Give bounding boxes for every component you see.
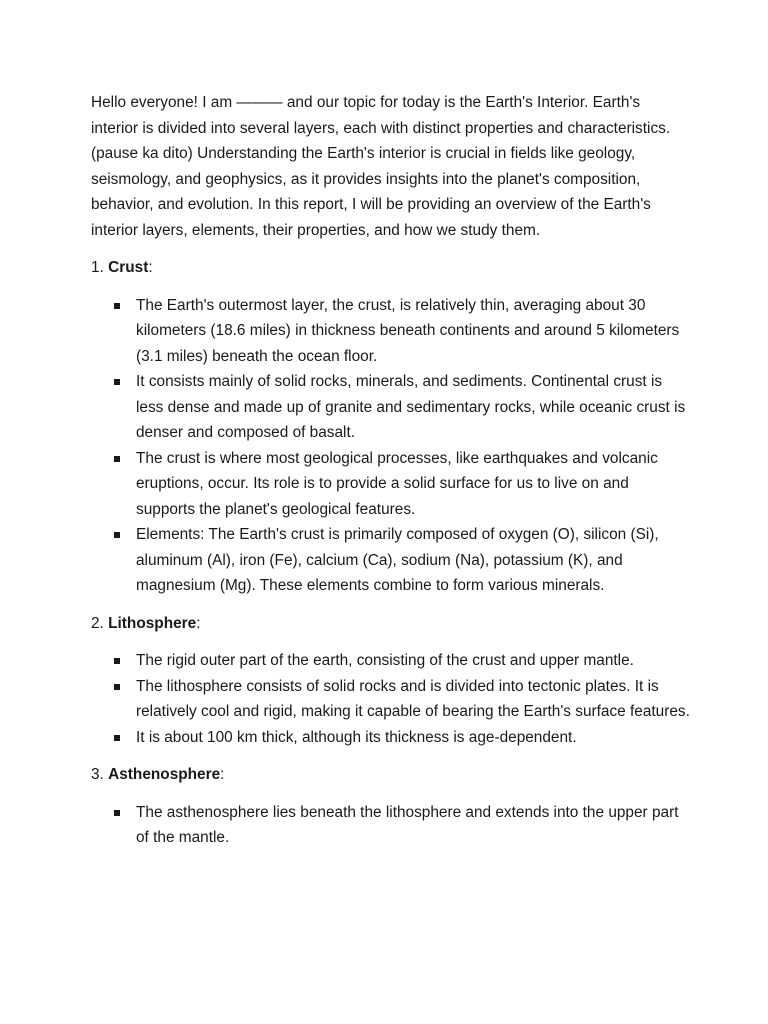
list-item xyxy=(91,725,691,751)
square-bullet-icon xyxy=(114,532,120,538)
section-number: 3. xyxy=(91,766,104,783)
square-bullet-icon xyxy=(114,379,120,385)
section-number: 2. xyxy=(91,614,104,632)
square-bullet-icon xyxy=(114,684,120,690)
list-item-text: It is about 100 km thick, although its thickness is age-dependent. xyxy=(136,728,577,746)
list-item xyxy=(91,648,691,674)
list-item xyxy=(91,674,691,725)
section-suffix: : xyxy=(148,259,153,276)
list-item-text: It consists mainly of solid rocks, minerals, and sediments. Continental crust is less dense and made up of granite and sedimentary rocks, while oceanic crust is denser and composed of basalt. xyxy=(136,373,686,441)
list-item xyxy=(91,800,691,851)
list-item-text: The Earth's outermost layer, the crust, is relatively thin, averaging about 30 kilometers (18.6 miles) in thickness beneath continents and around 5 kilometers (3.1 miles) beneath the ocean floor. xyxy=(136,296,680,365)
list-item-text: The lithosphere consists of solid rocks and is divided into tectonic plates. It is relatively cool and rigid, making it capable of bearing the Earth's surface features. xyxy=(136,677,690,720)
intro-paragraph: Hello everyone! I am ——— and our topic for today is the Earth's Interior. Earth's interior is divided into several layers, each with distinct properties and characteristics. (pause ka dito) Understanding the Earth's interior is crucial in fields like geology, seismology, and geophysics, as it provides insights into the planet's composition, behavior, and evolution. In this report, I will be providing an overview of the Earth's interior layers, elements, their properties, and how we study them. xyxy=(91,94,671,239)
square-bullet-icon xyxy=(114,735,120,741)
section-heading-lithosphere xyxy=(91,611,691,637)
list-item-text: The crust is where most geological processes, like earthquakes and volcanic eruptions, occur. Its role is to provide a solid surface for us to live on and supports the planet's geological features. xyxy=(136,449,658,518)
square-bullet-icon xyxy=(114,810,120,816)
bullet-list-lithosphere xyxy=(91,648,691,750)
list-item xyxy=(91,369,691,446)
list-item xyxy=(91,446,691,523)
square-bullet-icon xyxy=(114,303,120,309)
list-item-text: The rigid outer part of the earth, consisting of the crust and upper mantle. xyxy=(136,652,634,669)
section-suffix: : xyxy=(196,614,201,632)
square-bullet-icon xyxy=(114,658,120,664)
section-heading-crust xyxy=(91,255,691,281)
section-title: Asthenosphere xyxy=(108,766,221,783)
bullet-list-asthenosphere xyxy=(91,800,691,851)
list-item xyxy=(91,522,691,599)
document-page xyxy=(91,90,691,863)
bullet-list-crust xyxy=(91,293,691,599)
section-suffix: : xyxy=(220,766,225,783)
section-heading-asthenosphere xyxy=(91,762,691,788)
square-bullet-icon xyxy=(114,456,120,462)
section-title: Lithosphere xyxy=(108,614,197,632)
list-item-text: The asthenosphere lies beneath the lithosphere and extends into the upper part of the mantle. xyxy=(136,803,679,846)
section-number: 1. xyxy=(91,259,104,276)
list-item-text: Elements: The Earth's crust is primarily composed of oxygen (O), silicon (Si), aluminum (Al), iron (Fe), calcium (Ca), sodium (Na), potassium (K), and magnesium (Mg). These elements combine to form various minerals. xyxy=(136,526,659,594)
list-item xyxy=(91,293,691,370)
section-title: Crust xyxy=(108,259,149,276)
